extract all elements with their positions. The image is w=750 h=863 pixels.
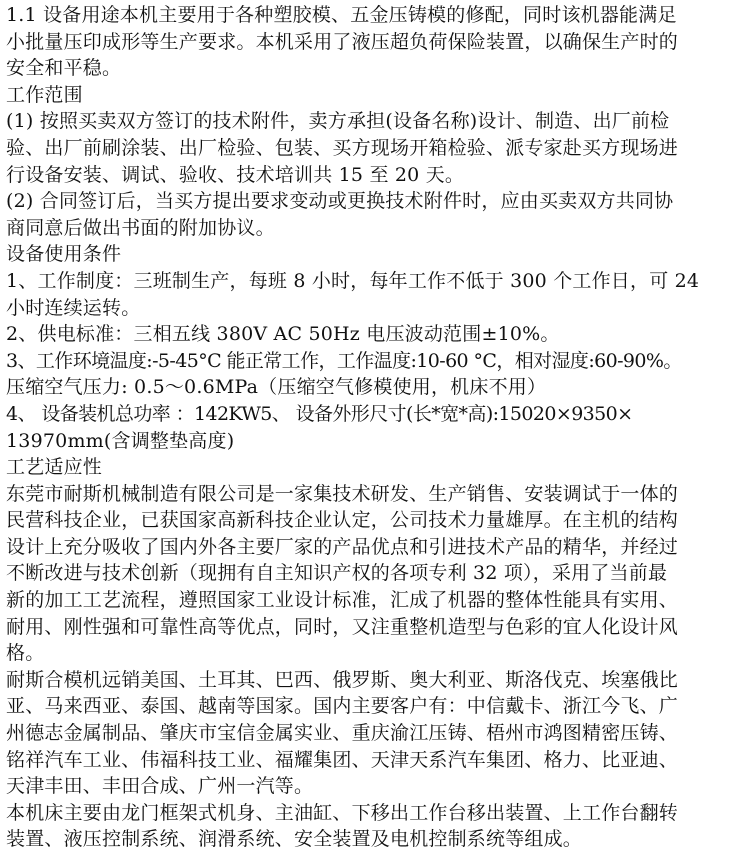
paragraph-line: (2) 合同签订后，当买方提出要求变动或更换技术附件时，应由买卖双方共同协 — [6, 190, 674, 213]
paragraph-line: 3、工作环境温度:-5-45°C 能正常工作，工作温度:10-60 °C，相对湿度:60-90%。 — [6, 349, 682, 372]
paragraph-line: 压缩空气压力: 0.5～0.6MPa（压缩空气修模使用，机床不用） — [6, 376, 547, 399]
paragraph-line: 耐用、刚性强和可靠性高等优点，同时，又注重整机造型与色彩的宜人化设计风 — [6, 615, 679, 638]
paragraph-line: 2、供电标准：三相五线 380V AC 50Hz 电压波动范围±10%。 — [6, 323, 560, 346]
paragraph-line: 亚、马来西亚、泰国、越南等国家。国内主要客户有：中信戴卡、浙江今飞、广 — [6, 695, 679, 718]
paragraph-line: 州德志金属制品、肇庆市宝信金属实业、重庆渝江压铸、梧州市鸿图精密压铸、 — [6, 722, 679, 745]
paragraph-line: 验、出厂前刷涂装、出厂检验、包装、买方现场开箱检验、派专家赴买方现场进 — [6, 136, 679, 159]
paragraph-line: 铭祥汽车工业、伟福科技工业、福耀集团、天津天系汽车集团、格力、比亚迪、 — [6, 748, 679, 771]
paragraph-line: 东莞市耐斯机械制造有限公司是一家集技术研发、生产销售、安装调试于一体的 — [6, 482, 679, 505]
paragraph-line: 商同意后做出书面的附加协议。 — [6, 216, 275, 239]
paragraph-line: 不断改进与技术创新（现拥有自主知识产权的各项专利 32 项），采用了当前最 — [6, 562, 668, 585]
paragraph-line: 新的加工工艺流程，遵照国家工业设计标准，汇成了机器的整体性能具有实用、 — [6, 589, 679, 612]
paragraph-line: 4、 设备装机总功率 ：142KW5、 设备外形尺寸(长*宽*高):15020×9350× — [6, 402, 633, 425]
paragraph-line: 行设备安装、调试、验收、技术培训共 15 至 20 天。 — [6, 163, 465, 186]
section-heading: 工作范围 — [6, 83, 83, 106]
paragraph-line: 天津丰田、丰田合成、广州一汽等。 — [6, 775, 314, 798]
paragraph-line: 安全和平稳。 — [6, 57, 122, 80]
paragraph-line: 小批量压印成形等生产要求。本机采用了液压超负荷保险装置，以确保生产时的 — [6, 30, 679, 53]
paragraph-line: 小时连续运转。 — [6, 296, 141, 319]
section-process-adaptability — [6, 454, 746, 853]
section-heading: 设备使用条件 — [6, 243, 122, 266]
section-equipment-purpose — [6, 2, 746, 82]
paragraph-line: (1) 按照买卖双方签订的技术附件，卖方承担(设备名称)设计、制造、出厂前检 — [6, 110, 670, 133]
paragraph-line: 13970mm(含调整垫高度) — [6, 429, 235, 452]
paragraph-line: 本机床主要由龙门框架式机身、主油缸、下移出工作台移出装置、上工作台翻转 — [6, 801, 679, 824]
paragraph-line: 1.1 设备用途本机主要用于各种塑胶模、五金压铸模的修配，同时该机器能满足 — [6, 4, 677, 26]
section-work-scope — [6, 82, 746, 242]
section-heading: 工艺适应性 — [6, 456, 103, 479]
paragraph-line: 设计上充分吸收了国内外各主要厂家的产品优点和引进技术产品的精华，并经过 — [6, 535, 679, 558]
paragraph-line: 耐斯合模机远销美国、土耳其、巴西、俄罗斯、奥大利亚、斯洛伐克、埃塞俄比 — [6, 668, 679, 691]
paragraph-line: 1、工作制度：三班制生产，每班 8 小时，每年工作不低于 300 个工作日，可 24 — [6, 269, 700, 292]
paragraph-line: 格。 — [6, 642, 45, 665]
section-usage-conditions — [6, 241, 746, 454]
paragraph-line: 装置、液压控制系统、润滑系统、安全装置及电机控制系统等组成。 — [6, 828, 583, 851]
paragraph-line: 民营科技企业，已获国家高新科技企业认定，公司技术力量雄厚。在主机的结构 — [6, 509, 679, 532]
